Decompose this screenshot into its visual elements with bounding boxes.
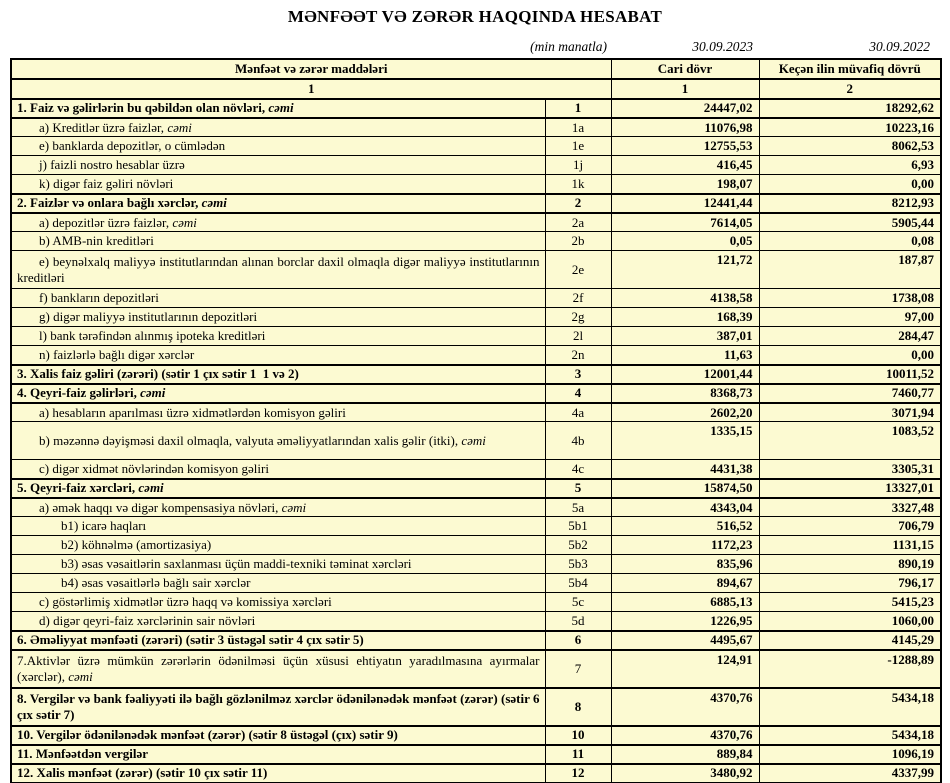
row-code: 3 xyxy=(545,365,611,384)
row-value-previous: 0,00 xyxy=(759,346,941,365)
table-row xyxy=(11,175,941,194)
row-value-current: 24447,02 xyxy=(611,99,759,118)
row-code: 8 xyxy=(545,688,611,726)
row-label: d) digər qeyri-faiz xərclərinin sair növləri xyxy=(11,612,545,631)
current-period-date: 30.09.2023 xyxy=(692,39,753,54)
table-row xyxy=(11,726,941,745)
row-value-previous: 796,17 xyxy=(759,574,941,593)
row-label-italic: cəmi xyxy=(201,195,227,211)
row-code: 2e xyxy=(545,251,611,289)
row-code: 5d xyxy=(545,612,611,631)
row-label-italic: cəmi xyxy=(268,100,294,116)
row-value-previous: 6,93 xyxy=(759,156,941,175)
row-value-current: 6885,13 xyxy=(611,593,759,612)
header-index-items: 1 xyxy=(11,79,611,99)
row-value-previous: 18292,62 xyxy=(759,99,941,118)
row-value-current: 4343,04 xyxy=(611,498,759,517)
table-row xyxy=(11,650,941,688)
row-value-current: 4431,38 xyxy=(611,460,759,479)
row-value-current: 516,52 xyxy=(611,517,759,536)
row-value-previous: 1060,00 xyxy=(759,612,941,631)
table-row xyxy=(11,384,941,403)
table-header xyxy=(11,59,941,99)
row-code: 5c xyxy=(545,593,611,612)
row-label: j) faizli nostro hesablar üzrə xyxy=(11,156,545,175)
table-row xyxy=(11,403,941,422)
row-label: 6. Əməliyyat mənfəəti (zərəri) (sətir 3 üstəgəl sətir 4 çıx sətir 5) xyxy=(11,631,545,650)
row-label: e) banklarda depozitlər, o cümlədən xyxy=(11,137,545,156)
row-code: 1a xyxy=(545,118,611,137)
row-code: 4a xyxy=(545,403,611,422)
row-value-previous: 10011,52 xyxy=(759,365,941,384)
row-value-current: 1226,95 xyxy=(611,612,759,631)
header-items: Mənfəət və zərər maddələri xyxy=(11,59,611,79)
row-value-previous: 97,00 xyxy=(759,308,941,327)
row-label: 12. Xalis mənfəət (zərər) (sətir 10 çıx sətir 11) xyxy=(11,764,545,783)
row-value-previous: 5434,18 xyxy=(759,688,941,726)
row-label: 1. Faiz və gəlirlərin bu qəbildən olan növləri, cəmi xyxy=(11,99,545,118)
row-value-previous: 5415,23 xyxy=(759,593,941,612)
row-value-previous: -1288,89 xyxy=(759,650,941,688)
row-value-current: 12441,44 xyxy=(611,194,759,213)
row-label: c) digər xidmət növlərindən komisyon gəliri xyxy=(11,460,545,479)
row-code: 2a xyxy=(545,213,611,232)
row-label: e) beynəlxalq maliyyə institutlarından alınan borclar daxil olmaqla digər maliyyə institutlarının kreditləri xyxy=(11,251,545,289)
row-label: a) Kreditlər üzrə faizlər, cəmi xyxy=(11,118,545,137)
table-row xyxy=(11,308,941,327)
row-value-current: 198,07 xyxy=(611,175,759,194)
row-value-previous: 8062,53 xyxy=(759,137,941,156)
header-index-previous: 2 xyxy=(759,79,941,99)
table-row xyxy=(11,327,941,346)
row-label: a) əmək haqqı və digər kompensasiya növləri, cəmi xyxy=(11,498,545,517)
row-value-current: 7614,05 xyxy=(611,213,759,232)
row-label-italic: cəmi xyxy=(172,214,197,230)
row-code: 4 xyxy=(545,384,611,403)
row-label: a) hesabların aparılması üzrə xidmətlərdən komisyon gəliri xyxy=(11,403,545,422)
row-code: 5a xyxy=(545,498,611,517)
row-value-previous: 10223,16 xyxy=(759,118,941,137)
row-value-current: 4370,76 xyxy=(611,688,759,726)
row-label-italic: cəmi xyxy=(68,668,93,684)
row-code: 2g xyxy=(545,308,611,327)
table-row xyxy=(11,99,941,118)
row-value-current: 12755,53 xyxy=(611,137,759,156)
row-label: 4. Qeyri-faiz gəlirləri, cəmi xyxy=(11,384,545,403)
row-code: 2l xyxy=(545,327,611,346)
row-label: f) bankların depozitləri xyxy=(11,289,545,308)
row-value-previous: 890,19 xyxy=(759,555,941,574)
table-row xyxy=(11,156,941,175)
row-code: 2b xyxy=(545,232,611,251)
row-code: 6 xyxy=(545,631,611,650)
row-value-previous: 0,00 xyxy=(759,175,941,194)
table-row xyxy=(11,764,941,783)
row-value-current: 15874,50 xyxy=(611,479,759,498)
row-code: 4c xyxy=(545,460,611,479)
row-value-current: 2602,20 xyxy=(611,403,759,422)
row-value-previous: 3327,48 xyxy=(759,498,941,517)
row-value-previous: 187,87 xyxy=(759,251,941,289)
row-label: b) məzənnə dəyişməsi daxil olmaqla, valyuta əməliyyatlarından xalis gəlir (itki), cəmi xyxy=(11,422,545,460)
row-value-current: 11076,98 xyxy=(611,118,759,137)
row-value-current: 168,39 xyxy=(611,308,759,327)
row-code: 5b2 xyxy=(545,536,611,555)
row-value-current: 11,63 xyxy=(611,346,759,365)
table-row xyxy=(11,251,941,289)
row-label: 3. Xalis faiz gəliri (zərəri) (sətir 1 çıx sətir 1 1 və 2) xyxy=(11,365,545,384)
row-code: 2n xyxy=(545,346,611,365)
row-label: g) digər maliyyə institutlarının depozitləri xyxy=(11,308,545,327)
row-label: l) bank tərəfindən alınmış ipoteka kreditləri xyxy=(11,327,545,346)
row-value-previous: 1096,19 xyxy=(759,745,941,764)
row-code: 1k xyxy=(545,175,611,194)
row-value-previous: 284,47 xyxy=(759,327,941,346)
row-value-current: 8368,73 xyxy=(611,384,759,403)
header-row-indexes xyxy=(11,79,941,99)
row-value-previous: 1738,08 xyxy=(759,289,941,308)
table-row xyxy=(11,612,941,631)
row-label: 5. Qeyri-faiz xərcləri, cəmi xyxy=(11,479,545,498)
row-value-current: 1172,23 xyxy=(611,536,759,555)
row-code: 2 xyxy=(545,194,611,213)
table-row xyxy=(11,118,941,137)
row-code: 5b3 xyxy=(545,555,611,574)
row-value-current: 124,91 xyxy=(611,650,759,688)
row-label: b4) əsas vəsaitlərlə bağlı sair xərclər xyxy=(11,574,545,593)
table-row xyxy=(11,745,941,764)
row-label: 7.Aktivlər üzrə mümkün zərərlərin ödənilməsi üçün xüsusi ehtiyatın yaradılmasına ayırmalar (xərclər), cəmi xyxy=(11,650,545,688)
row-label-italic: cəmi xyxy=(281,499,307,515)
row-value-previous: 3305,31 xyxy=(759,460,941,479)
row-value-current: 894,67 xyxy=(611,574,759,593)
row-code: 10 xyxy=(545,726,611,745)
table-row xyxy=(11,137,941,156)
row-label: 10. Vergilər ödənilənədək mənfəət (zərər) (sətir 8 üstəgəl (çıx) sətir 9) xyxy=(11,726,545,745)
row-label-italic: cəmi xyxy=(167,119,192,135)
row-value-current: 1335,15 xyxy=(611,422,759,460)
row-label: 11. Mənfəətdən vergilər xyxy=(11,745,545,764)
row-value-previous: 5905,44 xyxy=(759,213,941,232)
header-row-labels xyxy=(11,59,941,79)
row-value-previous: 7460,77 xyxy=(759,384,941,403)
report-meta xyxy=(10,39,940,56)
row-label: b2) köhnəlmə (amortizasiya) xyxy=(11,536,545,555)
row-code: 11 xyxy=(545,745,611,764)
table-row xyxy=(11,555,941,574)
row-code: 2f xyxy=(545,289,611,308)
table-row xyxy=(11,422,941,460)
row-code: 7 xyxy=(545,650,611,688)
row-code: 5b4 xyxy=(545,574,611,593)
row-value-current: 12001,44 xyxy=(611,365,759,384)
table-row xyxy=(11,517,941,536)
table-row xyxy=(11,365,941,384)
table-row xyxy=(11,688,941,726)
row-label-italic: cəmi xyxy=(461,432,486,448)
report-rows xyxy=(11,99,941,783)
unit-note: (min manatla) xyxy=(530,39,607,54)
row-code: 5 xyxy=(545,479,611,498)
row-value-current: 387,01 xyxy=(611,327,759,346)
row-value-previous: 4145,29 xyxy=(759,631,941,650)
row-value-previous: 13327,01 xyxy=(759,479,941,498)
row-code: 1j xyxy=(545,156,611,175)
header-previous-period: Keçən ilin müvafiq dövrü xyxy=(759,59,941,79)
row-label-italic: cəmi xyxy=(140,385,166,401)
row-label: n) faizlərlə bağlı digər xərclər xyxy=(11,346,545,365)
table-row xyxy=(11,593,941,612)
row-code: 12 xyxy=(545,764,611,783)
table-row xyxy=(11,574,941,593)
row-code: 1e xyxy=(545,137,611,156)
profit-loss-table xyxy=(10,58,942,783)
row-label: b) AMB-nin kreditləri xyxy=(11,232,545,251)
table-row xyxy=(11,232,941,251)
row-value-previous: 8212,93 xyxy=(759,194,941,213)
table-row xyxy=(11,479,941,498)
header-index-current: 1 xyxy=(611,79,759,99)
row-code: 5b1 xyxy=(545,517,611,536)
row-value-previous: 706,79 xyxy=(759,517,941,536)
row-value-previous: 1083,52 xyxy=(759,422,941,460)
header-current-period: Cari dövr xyxy=(611,59,759,79)
table-row xyxy=(11,346,941,365)
row-label-italic: cəmi xyxy=(138,480,164,496)
previous-period-date: 30.09.2022 xyxy=(869,39,930,54)
row-code: 4b xyxy=(545,422,611,460)
table-row xyxy=(11,631,941,650)
row-value-current: 0,05 xyxy=(611,232,759,251)
row-value-current: 121,72 xyxy=(611,251,759,289)
row-value-previous: 1131,15 xyxy=(759,536,941,555)
row-value-previous: 5434,18 xyxy=(759,726,941,745)
row-value-current: 889,84 xyxy=(611,745,759,764)
row-value-current: 416,45 xyxy=(611,156,759,175)
row-value-previous: 4337,99 xyxy=(759,764,941,783)
table-row xyxy=(11,213,941,232)
row-value-previous: 3071,94 xyxy=(759,403,941,422)
row-value-current: 3480,92 xyxy=(611,764,759,783)
row-label: b1) icarə haqları xyxy=(11,517,545,536)
row-label: b3) əsas vəsaitlərin saxlanması üçün maddi-texniki təminat xərcləri xyxy=(11,555,545,574)
table-row xyxy=(11,498,941,517)
row-value-current: 4138,58 xyxy=(611,289,759,308)
table-row xyxy=(11,194,941,213)
table-row xyxy=(11,536,941,555)
row-label: 2. Faizlər və onlara bağlı xərclər, cəmi xyxy=(11,194,545,213)
row-label: c) göstərlimiş xidmətlər üzrə haqq və komissiya xərcləri xyxy=(11,593,545,612)
row-value-previous: 0,08 xyxy=(759,232,941,251)
row-value-current: 4495,67 xyxy=(611,631,759,650)
row-value-current: 835,96 xyxy=(611,555,759,574)
row-label: a) depozitlər üzrə faizlər, cəmi xyxy=(11,213,545,232)
page-title: MƏNFƏƏT VƏ ZƏRƏR HAQQINDA HESABAT xyxy=(287,7,663,26)
table-row xyxy=(11,460,941,479)
row-code: 1 xyxy=(545,99,611,118)
row-value-current: 4370,76 xyxy=(611,726,759,745)
row-label: k) digər faiz gəliri növləri xyxy=(11,175,545,194)
row-label: 8. Vergilər və bank fəaliyyəti ilə bağlı gözlənilməz xərclər ödənilənədək mənfəət (zərər) (sətir 6 çıx sətir 7) xyxy=(11,688,545,726)
table-row xyxy=(11,289,941,308)
